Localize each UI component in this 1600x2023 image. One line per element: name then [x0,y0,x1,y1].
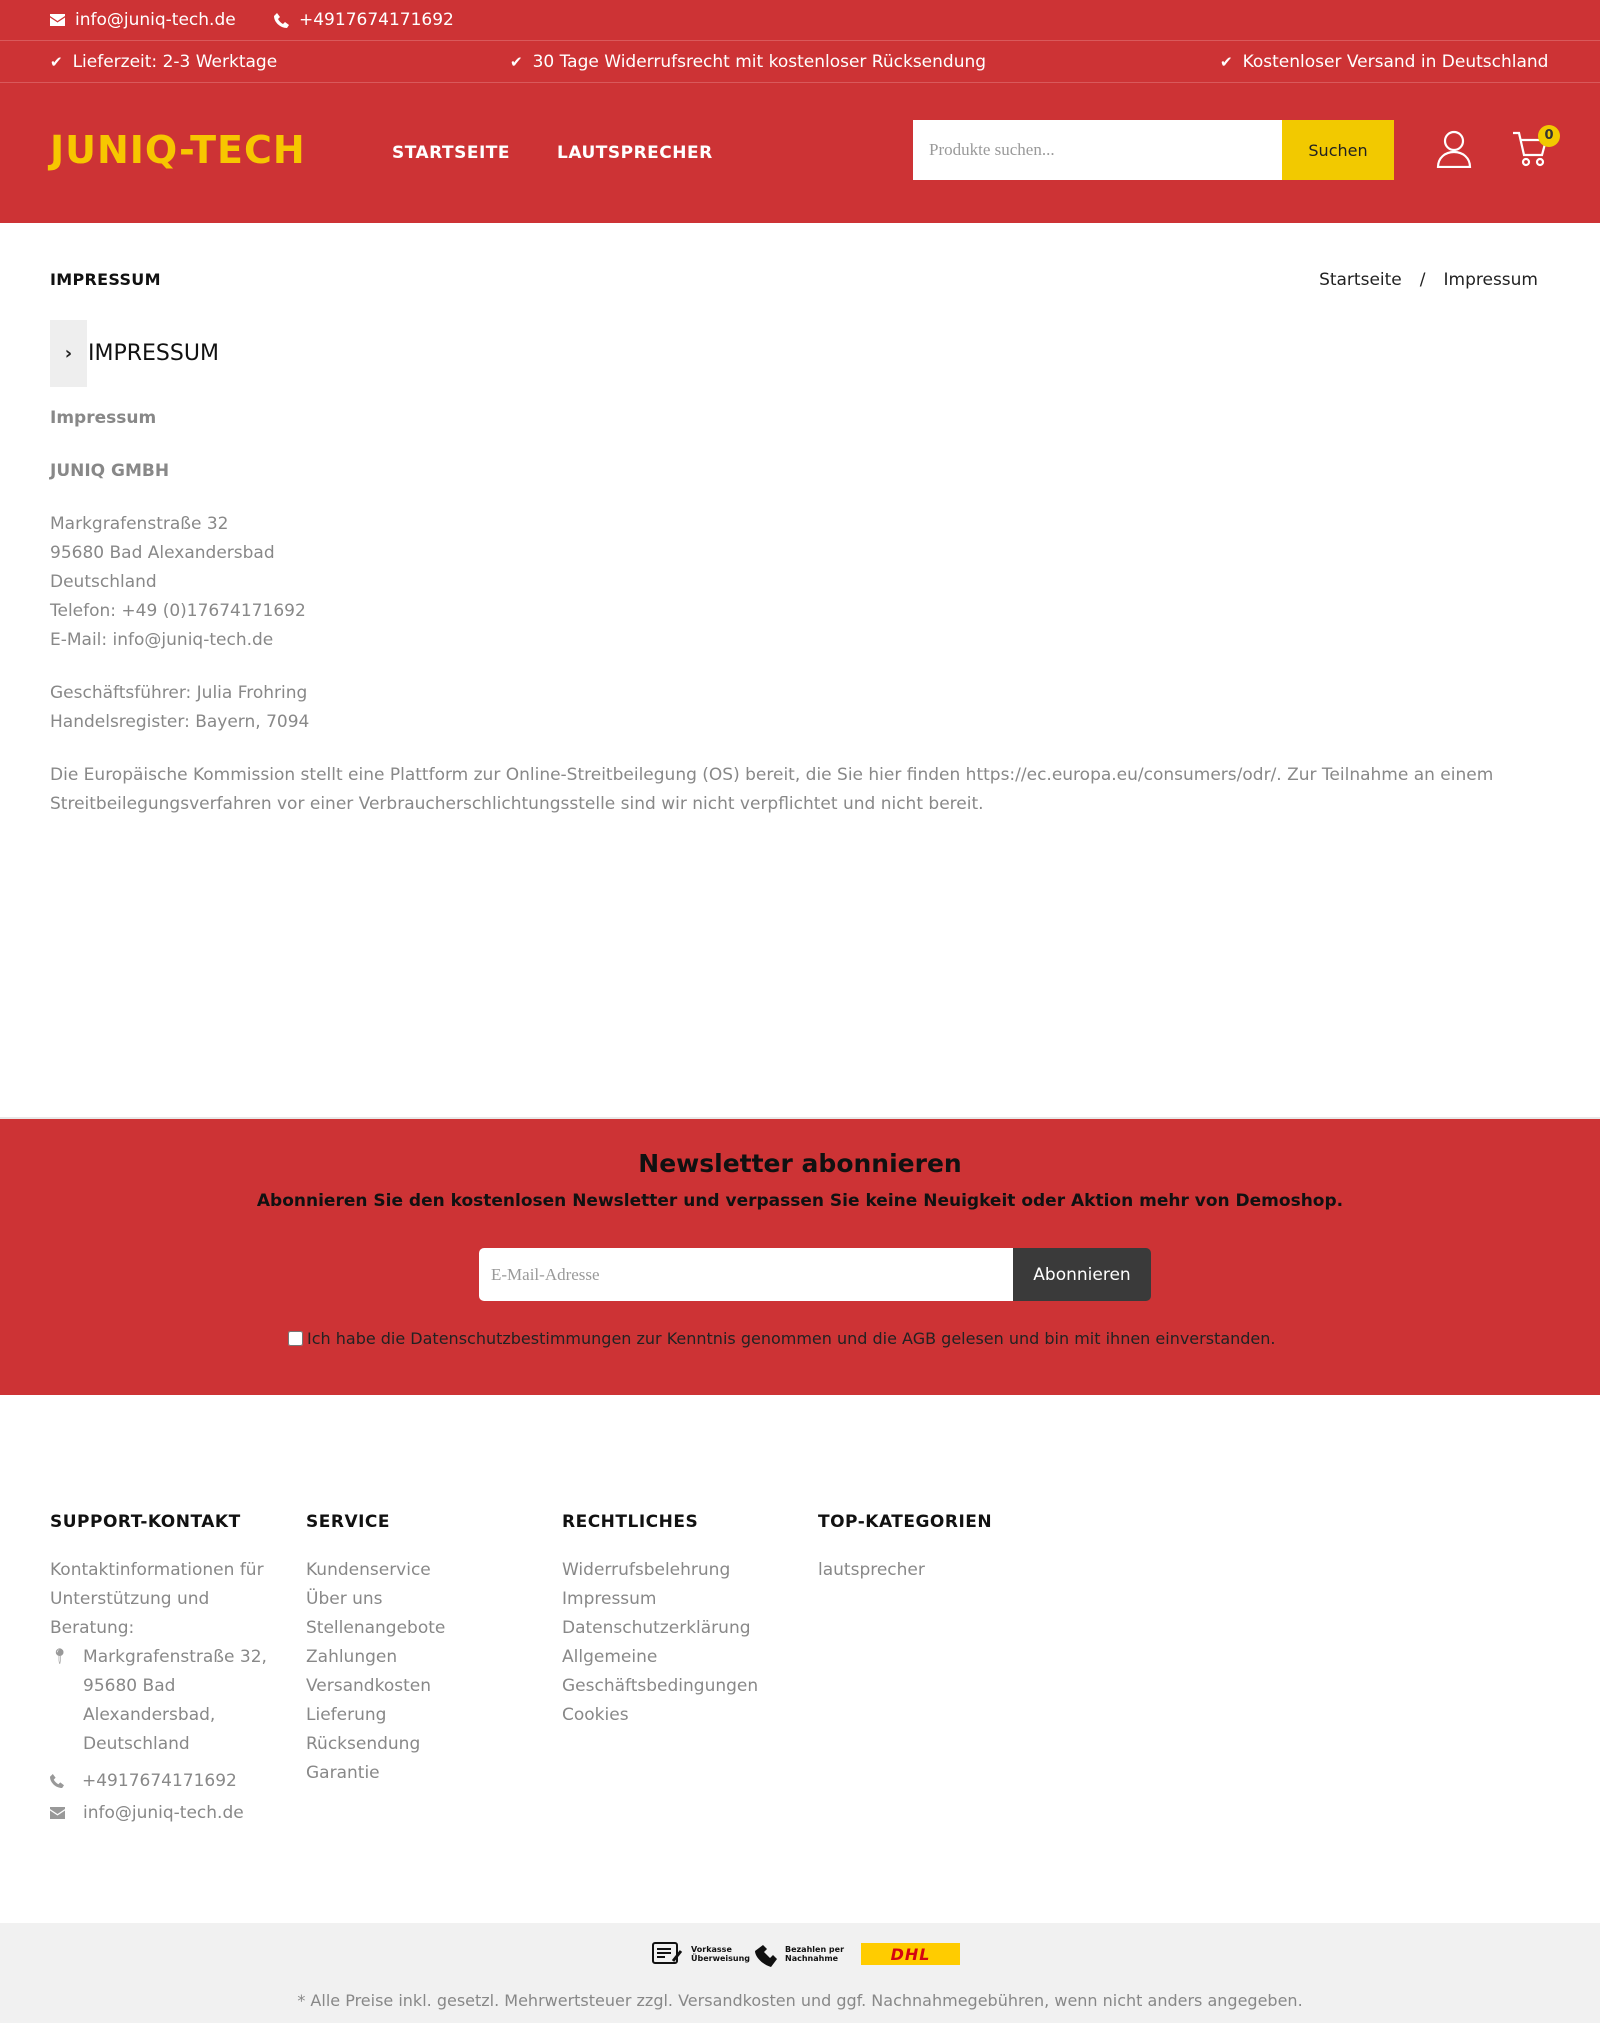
usp-delivery-text: Lieferzeit: 2-3 Werktage [72,52,278,72]
footer-link-datenschutz[interactable]: Datenschutzerklärung [562,1618,751,1638]
payment-cod-label: Bezahlen per Nachnahme [785,1945,845,1963]
check-icon: ✔ [1220,53,1233,71]
cart-count-badge: 0 [1538,125,1560,147]
vat-note: * Alle Preise inkl. gesetzl. Mehrwertsteuer zzgl. Versandkosten und ggf. Nachnahmegebühren, wenn nicht anders angegeben. [297,1991,1303,2010]
managing-director: Geschäftsführer: Julia Frohring [50,683,308,703]
dhl-logo: DHL [861,1943,960,1965]
usp-shipping [1220,52,1548,72]
check-icon: ✔ [50,53,63,71]
top-contact-bar [0,0,1600,41]
impressum-content [50,404,1550,843]
footer-link-stellenangebote[interactable]: Stellenangebote [306,1618,446,1638]
search-button[interactable]: Suchen [1282,120,1394,180]
footer-link-ueber-uns[interactable]: Über uns [306,1589,383,1609]
invoice-icon [651,1941,685,1967]
newsletter-email-input[interactable] [479,1248,1014,1301]
footer-support [50,1512,280,1823]
topbar-email-link[interactable] [50,10,236,30]
support-phone[interactable] [50,1771,280,1791]
footer-link-garantie[interactable]: Garantie [306,1763,380,1783]
payment-prepay-label: Vorkasse Überweisung [691,1945,751,1963]
user-account-icon[interactable] [1436,130,1472,168]
envelope-icon [50,14,65,26]
envelope-icon [50,1807,65,1819]
page-title: IMPRESSUM [50,270,161,289]
footer-link-versandkosten[interactable]: Versandkosten [306,1676,431,1696]
footer-legal [562,1512,792,1730]
footer-service [306,1512,536,1788]
footer-service-title: SERVICE [306,1512,391,1532]
topbar-phone-link[interactable] [274,10,454,30]
payment-logos [651,1941,960,1967]
phone-line: Telefon: +49 (0)17674171692 [50,601,306,621]
footer-link-lautsprecher[interactable]: lautsprecher [818,1560,925,1580]
footer-link-lieferung[interactable]: Lieferung [306,1705,387,1725]
search-input[interactable] [913,120,1282,180]
support-address [50,1643,280,1759]
check-icon: ✔ [510,53,523,71]
footer-link-agb[interactable]: Allgemeine Geschäftsbedingungen [562,1647,759,1696]
footer-legal-title: RECHTLICHES [562,1512,699,1532]
usp-bar [0,41,1600,83]
breadcrumb-current: Impressum [1443,270,1538,290]
support-phone-text: +4917674171692 [82,1771,237,1791]
breadcrumb [1319,270,1538,290]
commercial-register: Handelsregister: Bayern, 7094 [50,712,310,732]
usp-returns-text: 30 Tage Widerrufsrecht mit kostenloser Rücksendung [532,52,987,72]
consent-text: Ich habe die Datenschutzbestimmungen zur Kenntnis genommen und die AGB gelesen und bin mit ihnen einverstanden. [307,1329,1276,1348]
support-email-text: info@juniq-tech.de [83,1803,244,1823]
usp-delivery [50,52,277,72]
impressum-label: Impressum [50,408,157,428]
address-line: Deutschland [50,572,157,592]
newsletter-subscribe-button[interactable]: Abonnieren [1013,1248,1151,1301]
topbar-phone: +4917674171692 [299,10,454,30]
breadcrumb-home-link[interactable]: Startseite [1319,270,1402,290]
footer-link-widerrufsbelehrung[interactable]: Widerrufsbelehrung [562,1560,731,1580]
address-line: Markgrafenstraße 32 [50,514,229,534]
address-line: 95680 Bad Alexandersbad [50,543,275,563]
footer-support-title: SUPPORT-KONTAKT [50,1512,241,1532]
main-header [0,83,1600,223]
chevron-right-icon: › [50,320,87,387]
footer-top-categories [818,1512,1048,1585]
content-title [50,320,219,387]
usp-returns [510,52,986,72]
phone-icon [274,13,289,28]
footer-link-ruecksendung[interactable]: Rücksendung [306,1734,421,1754]
newsletter-title: Newsletter abonnieren [638,1149,962,1178]
topbar-email: info@juniq-tech.de [75,10,236,30]
nav-lautsprecher[interactable]: LAUTSPRECHER [557,143,713,163]
odr-notice: Die Europäische Kommission stellt eine Plattform zur Online-Streitbeilegung (OS) bereit, die Sie hier finden https://ec.europa.eu/consumers/odr/. Zur Teilnahme an einem Streitbeilegungsverfahren vor einer Verbraucherschlichtungsstelle sind wir nicht verpflichtet und nicht bereit. [50,765,1494,814]
company-name: JUNIQ GMBH [50,461,170,481]
phone-icon [50,1774,64,1788]
email-line: E-Mail: info@juniq-tech.de [50,630,274,650]
footer-link-impressum[interactable]: Impressum [562,1589,657,1609]
footer-link-cookies[interactable]: Cookies [562,1705,629,1725]
support-intro: Kontaktinformationen für Unterstützung und Beratung: [50,1560,264,1638]
support-address-text: Markgrafenstraße 32, 95680 Bad Alexandersbad, Deutschland [83,1647,267,1754]
cash-on-delivery-icon [753,1941,779,1967]
footer-categories-title: TOP-KATEGORIEN [818,1512,993,1532]
map-marker-icon: 📍︎ [50,1647,70,1665]
newsletter-section [0,1117,1600,1395]
newsletter-subtitle: Abonnieren Sie den kostenlosen Newsletter und verpassen Sie keine Neuigkeit oder Aktion mehr von Demoshop. [256,1191,1344,1211]
nav-startseite[interactable]: STARTSEITE [392,143,510,163]
footer-link-zahlungen[interactable]: Zahlungen [306,1647,398,1667]
footer-link-kundenservice[interactable]: Kundenservice [306,1560,431,1580]
content-title-text: IMPRESSUM [88,341,219,366]
consent-checkbox[interactable] [288,1331,303,1346]
footer-bottom-bar [0,1923,1600,2023]
newsletter-consent[interactable] [288,1329,1276,1348]
usp-shipping-text: Kostenloser Versand in Deutschland [1242,52,1549,72]
site-logo[interactable]: JUNIQ-TECH [50,128,306,172]
breadcrumb-separator: / [1419,270,1426,290]
support-email[interactable] [50,1803,280,1823]
